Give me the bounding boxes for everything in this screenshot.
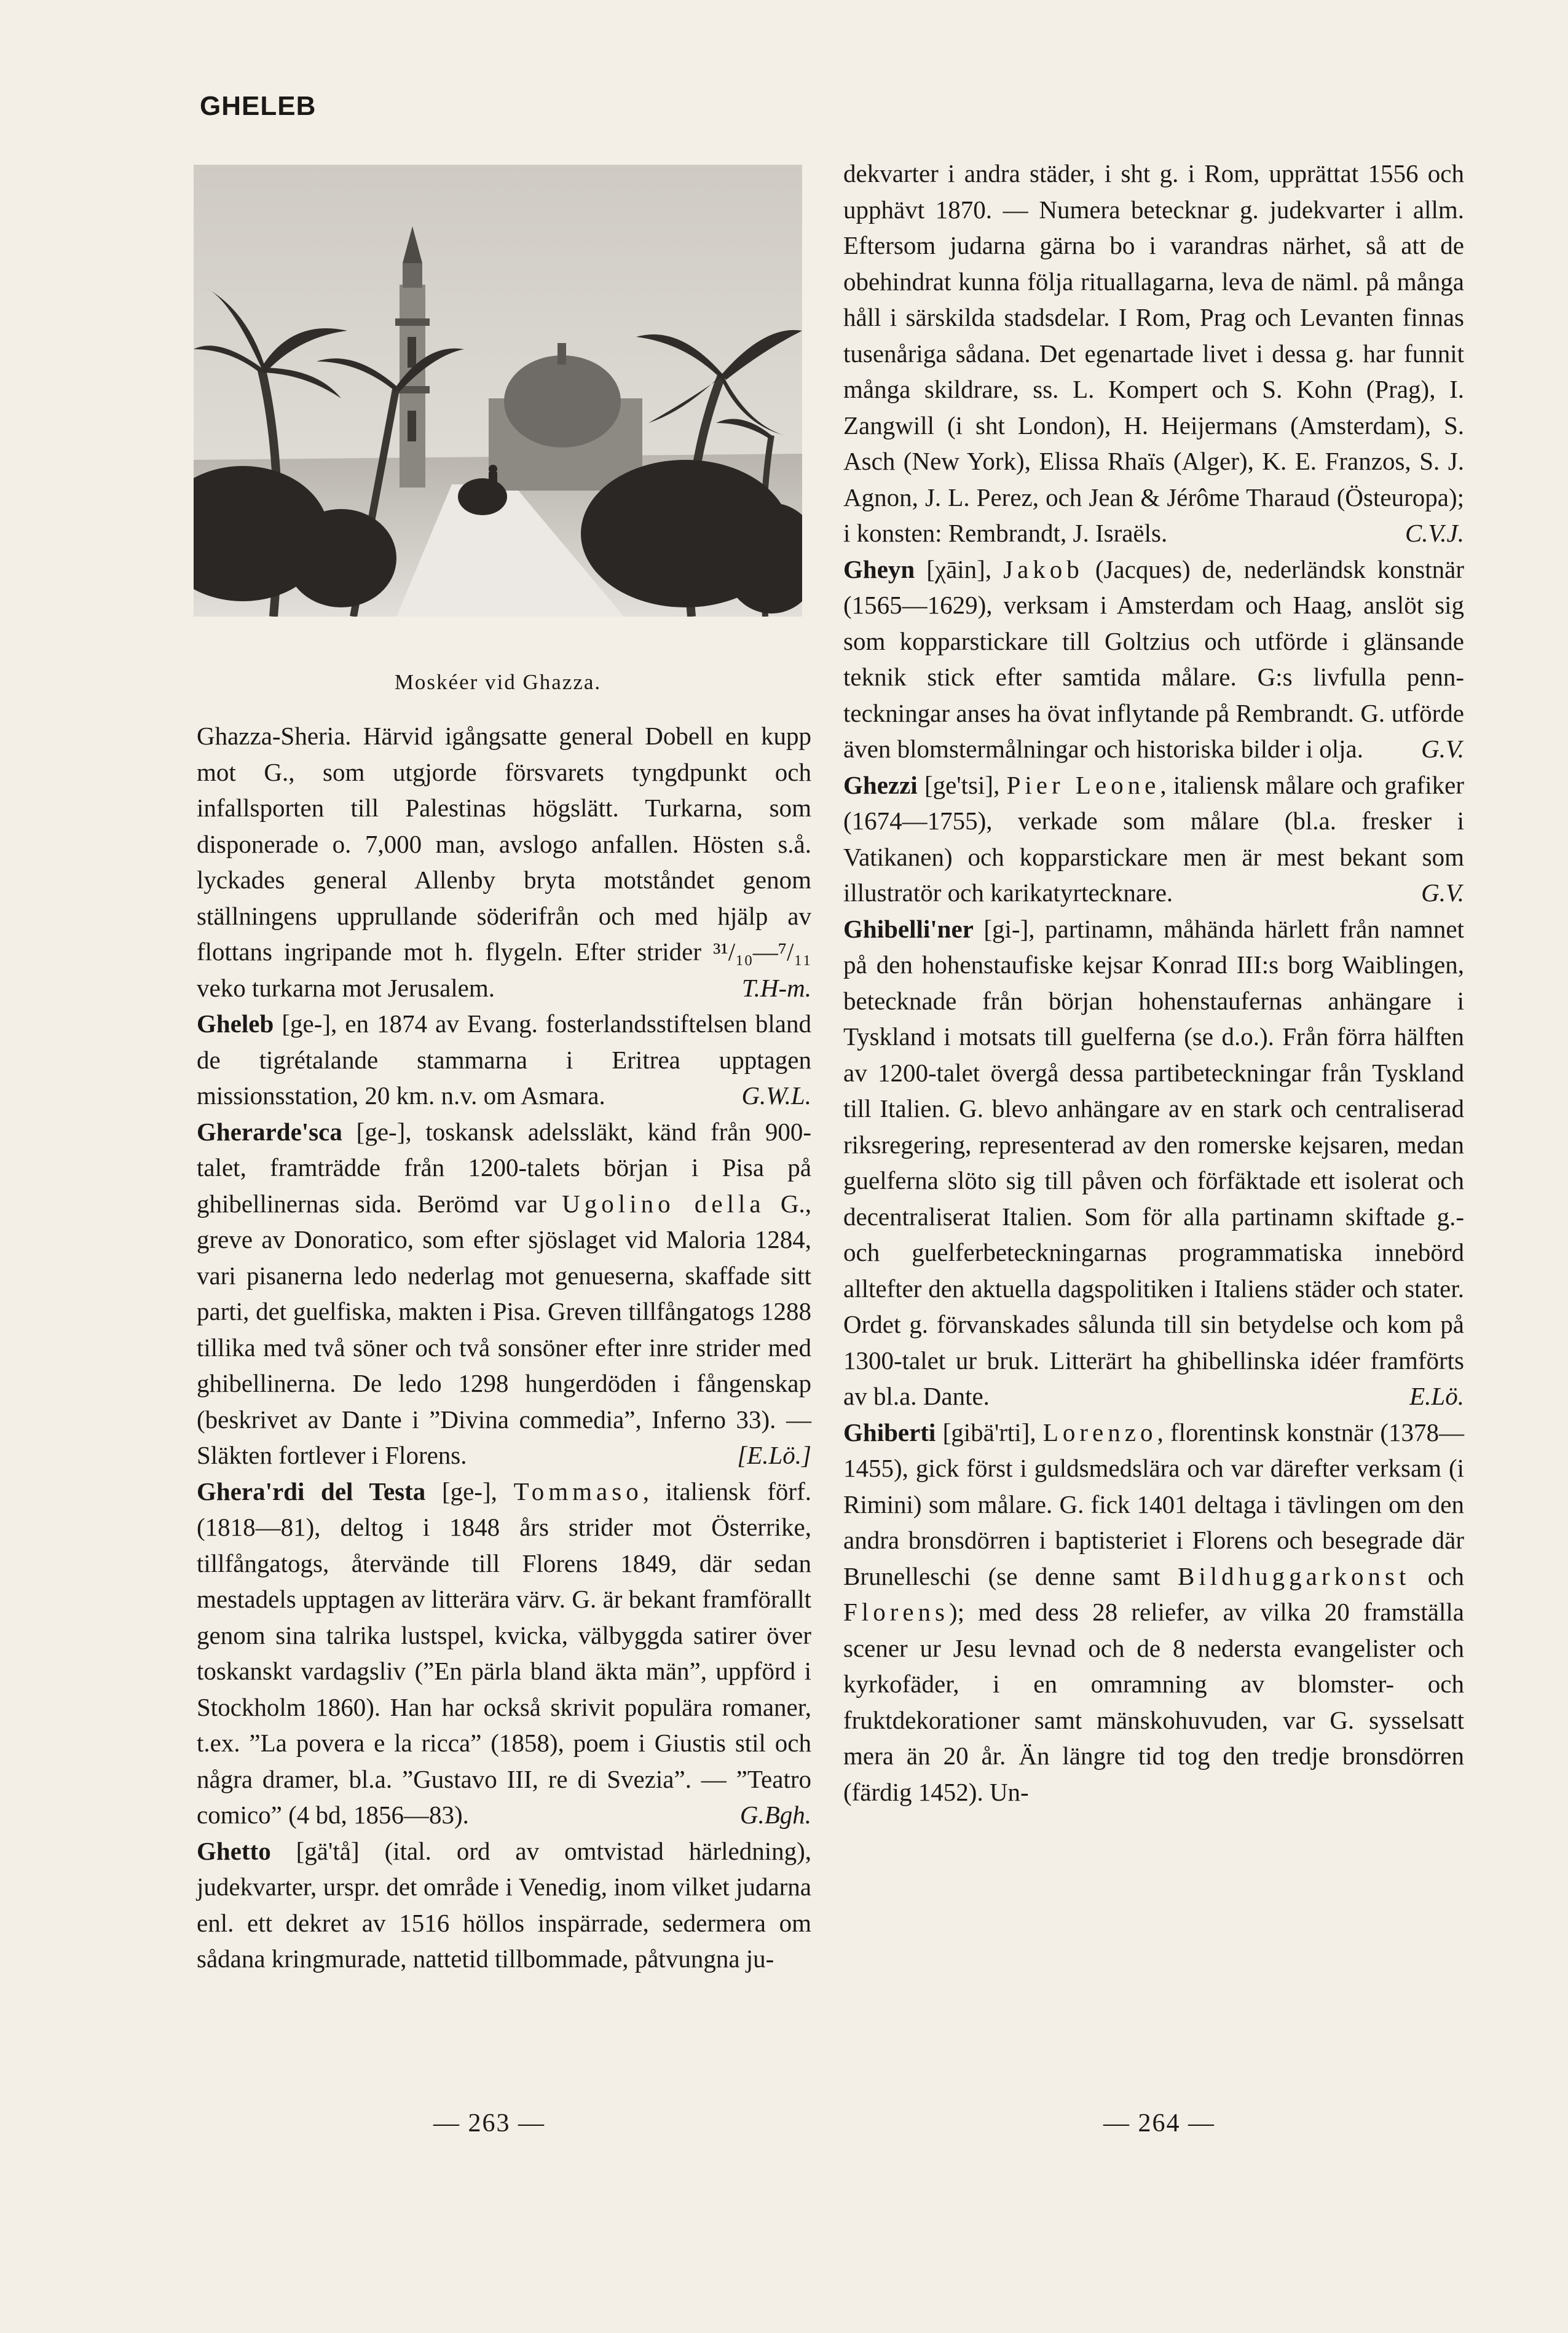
mosque-illustration: [194, 165, 802, 617]
spaced-name: Ugolino della: [562, 1189, 765, 1218]
page-number-right: — 264 —: [1103, 2109, 1215, 2138]
body-text: och: [1410, 1561, 1464, 1590]
continued-paragraph: [843, 156, 1464, 551]
author-signature: G.W.L.: [741, 1081, 811, 1110]
entry-ghetto: [197, 1833, 811, 1977]
spaced-name: Florens: [843, 1598, 949, 1626]
author-signature: C.V.J.: [1405, 519, 1464, 547]
author-signature: E.Lö.: [1409, 1382, 1464, 1410]
body-text: [ge-], toskansk adelssläkt, känd från 900-talet, framträdde från 1200-talets början i Pisa på ghibellinernas sida. Berömd var: [197, 1117, 811, 1218]
entry-gherardi-del-testa: [197, 1474, 811, 1833]
body-text: dekvarter i andra städer, i sht g. i Rom, upprättat 1556 och upphävt 1870. — Numera betecknar g. judekvarter i allm. Eftersom judarna gärna bo i varandras närhet, så att de obehindrat kunna följa rituallagarna, leva de näml. på många håll i särskilda stadsdelar. I Rom, Prag och Levanten finnas tusenåriga sådana. Det egenartade livet i dessa g. har funnit många skildrare, ss. L. Kompert och S. Kohn (Prag), I. Zangwill (i sht London), H. Heijermans (Amsterdam), S. Asch (New York), Elissa Rhaïs (Alger), K. E. Franzos, S. J. Agnon, J. L. Perez, och Jean & Jérôme Tharaud (Östeuropa); i konsten: Rembrandt, J. Israëls.: [843, 159, 1464, 547]
entry-gheyn: [843, 551, 1464, 767]
entry-ghiberti: [843, 1415, 1464, 1810]
author-signature: T.H-m.: [741, 973, 811, 1002]
figure-caption: Moskéer vid Ghazza.: [394, 670, 602, 694]
spaced-name: Jakob: [1003, 555, 1084, 583]
spaced-name: Tommaso: [513, 1477, 643, 1506]
body-text: , italiensk förf. (1818—81), deltog i 1848 års strider mot Österrike, tillfångatogs, återvände till Florens 1849, där sedan mestadels upptagen av litterära värv. G. är bekant framförallt genom sina talrika lustspel, kvicka, välbyggda satirer över toskanskt vardagsliv (”En pärla bland äkta män”, uppförd i Stockholm 1860). Han har också skrivit populära romaner, t.ex. ”La povera e la ricca” (1858), poem i Giustis stil och några dramer, bl.a. ”Gustavo III, re di Svezia”. — ”Teatro comico” (4 bd, 1856—83).: [197, 1477, 811, 1829]
left-column: [197, 718, 811, 1977]
right-column: [843, 156, 1464, 1810]
spaced-name: Bildhuggarkonst: [1178, 1561, 1411, 1590]
entry-gherardesca: [197, 1114, 811, 1474]
headword: Ghera'rdi del Testa: [197, 1477, 426, 1506]
body-text: Ghazza-Sheria. Härvid igångsatte general Dobell en kupp mot G., som utgjorde försvarets tyngdpunkt och infallsporten till Palestinas högslätt. Turkarna, som disponerade o. 7,000 man, avslogo anfallen. Hösten s.å. lyckades general Allenby bryta motståndet genom ställningens upprullande söderifrån och med hjälp av flottans ingripande mot h. flygeln. Efter strider ³¹/₁₀—⁷/₁₁ veko turkarna mot Jerusalem.: [197, 722, 811, 1002]
body-text: ); med dess 28 reliefer, av vilka 20 framställa scener ur Jesu levnad och de 8 nedersta evangelister och kyrkofäder, i en omramning av blomster- och fruktdekorationer samt mänskohuvuden, var G. sysselsatt mera än 20 år. Än längre tid tog den tredje bronsdörren (färdig 1452). Un-: [843, 1598, 1464, 1806]
author-signature: G.V.: [1421, 878, 1464, 907]
author-signature: [E.Lö.]: [737, 1441, 811, 1469]
entry-ghibelliner: [843, 911, 1464, 1415]
author-signature: G.Bgh.: [739, 1801, 811, 1829]
mosque-photo: [194, 165, 802, 617]
headword: Gheleb: [197, 1009, 274, 1038]
body-text: [ge-],: [425, 1477, 514, 1506]
running-head: GHELEB: [200, 91, 317, 121]
spaced-name: Pier Leone: [1006, 770, 1160, 799]
headword: Ghetto: [197, 1836, 271, 1865]
entry-gheleb: [197, 1006, 811, 1114]
spaced-name: Lorenzo: [1042, 1418, 1157, 1447]
body-text: [ge'tsi],: [917, 770, 1007, 799]
headword: Gheyn: [843, 555, 915, 583]
body-text: , florentinsk konstnär (1378—1455), gick först i guldsmedslära och var därefter verksam (i Rimini) som målare. G. fick 1401 deltaga i tävlingen om den andra bronsdörren i baptisteriet i Florens och besegrade där Brunelleschi (se denne samt: [843, 1418, 1465, 1590]
headword: Ghiberti: [843, 1418, 936, 1447]
page-number-left: — 263 —: [433, 2109, 545, 2138]
body-text: , italiensk målare och grafiker (1674—1755), verkade som målare (bl.a. fresker i Vatikanen) och kopparstickare men är mest bekant som illustratör och karikatyrtecknare.: [843, 770, 1465, 907]
headword: Ghezzi: [843, 770, 918, 799]
author-signature: G.V.: [1421, 735, 1464, 763]
entry-ghezzi: [843, 767, 1464, 911]
body-text: G., greve av Donoratico, som efter sjöslaget vid Maloria 1284, vari pisanerna ledo nederlag mot genueserna, skaffade sitt parti, det guelfiska, makten i Pisa. Greven tillfångatogs 1288 tillika med två söner och två sonsöner efter inre strider med ghibellinerna. De ledo 1298 hungerdöden i fångenskap (beskrivet av Dante i ”Divina commedia”, Inferno 33). — Släkten fortlever i Florens.: [197, 1189, 811, 1469]
body-text: [ge-], en 1874 av Evang. fosterlandsstiftelsen bland de tigrétalande stammarna i Eritrea upptagen missionsstation, 20 km. n.v. om Asmara.: [197, 1009, 811, 1110]
continued-paragraph: [197, 718, 811, 1006]
headword: Gherarde'sca: [197, 1117, 342, 1146]
body-text: (Jacques) de, nederländsk konstnär (1565—1629), verksam i Amsterdam och Haag, anslöt sig som kopparstickare till Goltzius och utförde i glänsande teknik stick efter samtida målare. G:s livfulla penn-teckningar anses ha övat inflytande på Rembrandt. G. utförde även blomstermålningar och historiska bilder i olja.: [843, 555, 1464, 763]
body-text: [χāin],: [915, 555, 1004, 583]
body-text: [gibä'rti],: [936, 1418, 1043, 1447]
body-text: [gi-], partinamn, måhända härlett från namnet på den hohenstaufiske kejsar Konrad III:s borg Waiblingen, betecknade från början hohenstaufernas anhängare i Tyskland i motsats till guelferna (se d.o.). Från förra hälften av 1200-talet övergå dessa partibeteckningar från Tyskland till Italien. G. blevo anhängare av en stark och centraliserad riksregering, representerad av den romerske kejsaren, medan guelferna slöto sig till påven och förfäktade ett isolerat och decentraliserat Italien. Som för alla partinamn skiftade g.- och guelferbeteckningarnas programmatiska innebörd alltefter den aktuella dagspolitiken i Italiens städer och stater. Ordet g. förvanskades sålunda till sin betydelse och kom på 1300-talet ur bruk. Litterärt ha ghibellinska idéer framförts av bl.a. Dante.: [843, 914, 1464, 1410]
headword: Ghibelli'ner: [843, 914, 974, 943]
body-text: [gä'tå] (ital. ord av omtvistad härledning), judekvarter, urspr. det område i Venedig, inom vilket judarna enl. ett dekret av 1516 höllos inspärrade, sedermera om sådana kringmurade, nattetid tillbommade, påtvungna ju-: [197, 1836, 811, 1973]
